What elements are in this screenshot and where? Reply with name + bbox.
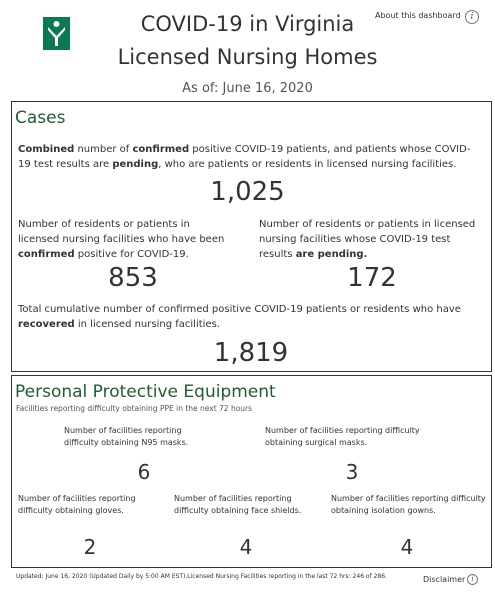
page-title-line1: COVID-19 in Virginia	[140, 12, 355, 36]
confirmed-description: Number of residents or patients in licensed nursing facilities who have been confirmed positive for COVID-19.	[18, 219, 225, 260]
as-of-date: As of: June 16, 2020	[182, 81, 313, 96]
page-title-line2: Licensed Nursing Homes	[117, 45, 378, 69]
ppe-title: Personal Protective Equipment	[15, 382, 276, 402]
face-shields-label: Number of facilities reporting difficulty obtaining face shields.	[174, 494, 302, 515]
n95-label: Number of facilities reporting difficulty obtaining N95 masks.	[64, 426, 189, 447]
recovered-description: Total cumulative number of confirmed positive COVID-19 patients or residents who have recovered in licensed nursing facilities.	[18, 304, 461, 330]
ppe-subtitle: Facilities reporting difficulty obtaining PPE in the next 72 hours	[16, 404, 253, 413]
updated-footnote: Updated: June 16, 2020 (Updated Daily by 5:00 AM EST).Licensed Nursing Facilities reporting in the last 72 hrs: 246 of 286.	[16, 573, 387, 580]
gloves-value: 2	[83, 535, 97, 559]
pending-value: 172	[347, 263, 397, 293]
face-shields-value: 4	[239, 535, 253, 559]
pending-description: Number of residents or patients in licensed nursing facilities whose COVID-19 test results are pending.	[259, 219, 476, 260]
confirmed-value: 853	[108, 263, 158, 293]
gloves-label: Number of facilities reporting difficulty obtaining gloves.	[18, 494, 136, 515]
combined-description: Combined number of confirmed positive COVID-19 patients, and patients whose COVID-19 test results are pending, who are patients or residents in licensed nursing facilities.	[18, 144, 471, 170]
disclaimer-info-icon[interactable]: i	[467, 574, 478, 585]
disclaimer-link[interactable]: Disclaimer	[423, 575, 466, 584]
recovered-value: 1,819	[213, 338, 289, 368]
about-dashboard-link[interactable]: About this dashboard	[375, 11, 461, 20]
info-icon[interactable]: i	[465, 10, 479, 24]
surgical-value: 3	[345, 460, 359, 484]
n95-value: 6	[137, 460, 151, 484]
gowns-value: 4	[400, 535, 414, 559]
combined-value: 1,025	[210, 177, 285, 207]
cases-title: Cases	[15, 108, 66, 128]
gowns-label: Number of facilities reporting difficulty obtaining isolation gowns.	[331, 494, 486, 515]
surgical-label: Number of facilities reporting difficulty obtaining surgical masks.	[265, 426, 420, 447]
